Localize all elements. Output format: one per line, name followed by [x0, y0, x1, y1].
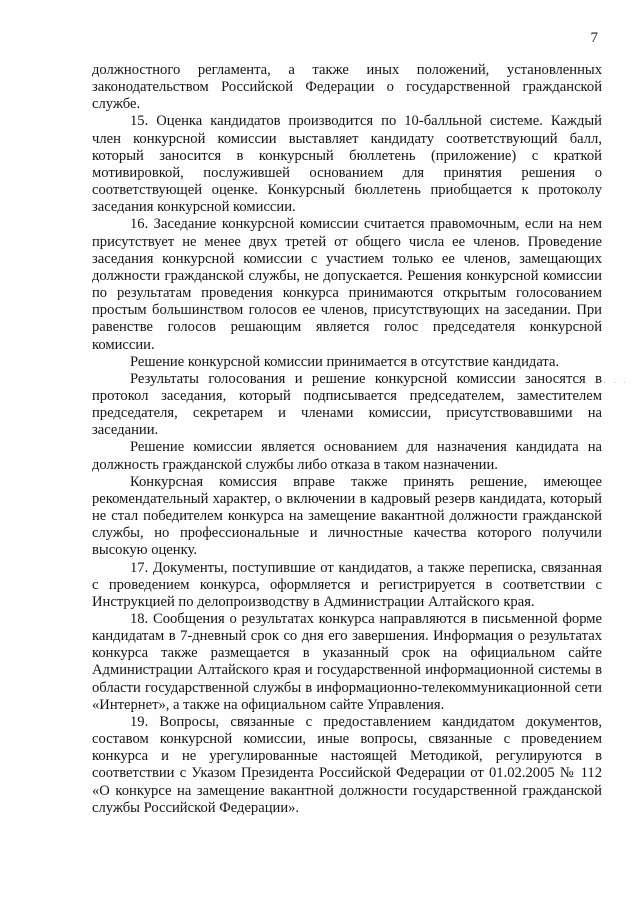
paragraph-15-assessment: 15. Оценка кандидатов производится по 10-балльной системе. Каждый член конкурсной комиссии выставляет кандидату соответствующий балл, который заносится в конкурсный бюллетень (приложение) с краткой мотивировкой, послужившей основанием для принятия решения о соответствующей оценке. Конкурсный бюллетень приобщается к протоколу заседания конкурсной комиссии.	[92, 113, 602, 216]
paragraph-18-notifications: 18. Сообщения о результатах конкурса направляются в письменной форме кандидатам в 7-дневный срок со дня его завершения. Информация о результатах конкурса также размещается в указанный срок на официальном сайте Администрации Алтайского края и государственной информационной системы в области государственной службы в информационно-телекоммуникационной сети «Интернет», а также на официальном сайте Управления.	[92, 611, 602, 713]
paragraph-decision-absence: Решение конкурсной комиссии принимается в отсутствие кандидата.	[130, 353, 560, 370]
scan-artifact-dots: · · · ·	[593, 378, 628, 389]
document-body	[92, 62, 602, 817]
page-number: 7	[590, 30, 598, 46]
paragraph-decision-basis: Решение комиссии является основанием для назначения кандидата на должность гражданской службы либо отказа в таком назначении.	[92, 439, 602, 473]
paragraph-voting-results: Результаты голосования и решение конкурсной комиссии заносятся в протокол заседания, который подписывается председателем, заместителем председателя, секретарем и членами комиссии, присутствовавшими на заседании.	[92, 370, 602, 439]
paragraph-continuation: должностного регламента, а также иных положений, установленных законодательством Российской Федерации о государственной гражданской службе.	[92, 62, 602, 113]
paragraph-reserve: Конкурсная комиссия вправе также принять решение, имеющее рекомендательный характер, о включении в кадровый резерв кандидата, который не стал победителем конкурса на замещение вакантной должности гражданской службы, но профессиональные и личностные качества которого получили высокую оценку.	[92, 473, 602, 559]
paragraph-17-documents: 17. Документы, поступившие от кандидатов, а также переписка, связанная с проведением конкурса, оформляется и регистрируется в соответствии с Инструкцией по делопроизводству в Администрации Алтайского края.	[92, 559, 602, 610]
paragraph-19-other-questions: 19. Вопросы, связанные с предоставлением кандидатом документов, составом конкурсной комиссии, иные вопросы, связанные с проведением конкурса и не урегулированные настоящей Методикой, регулируются в соответствии с Указом Президента Российской Федерации от 01.02.2005 № 112 «О конкурсе на замещение вакантной должности государственной гражданской службы Российской Федерации».	[92, 713, 602, 816]
paragraph-16-meeting: 16. Заседание конкурсной комиссии считается правомочным, если на нем присутствует не менее двух третей от общего числа ее членов. Проведение заседания конкурсной комиссии с участием только ее членов, замещающих должности гражданской службы, не допускается. Решения конкурсной комиссии по результатам проведения конкурса принимаются открытым голосованием простым большинством голосов ее членов, присутствующих на заседании. При равенстве голосов решающим является голос председателя конкурсной комиссии.	[92, 216, 602, 353]
